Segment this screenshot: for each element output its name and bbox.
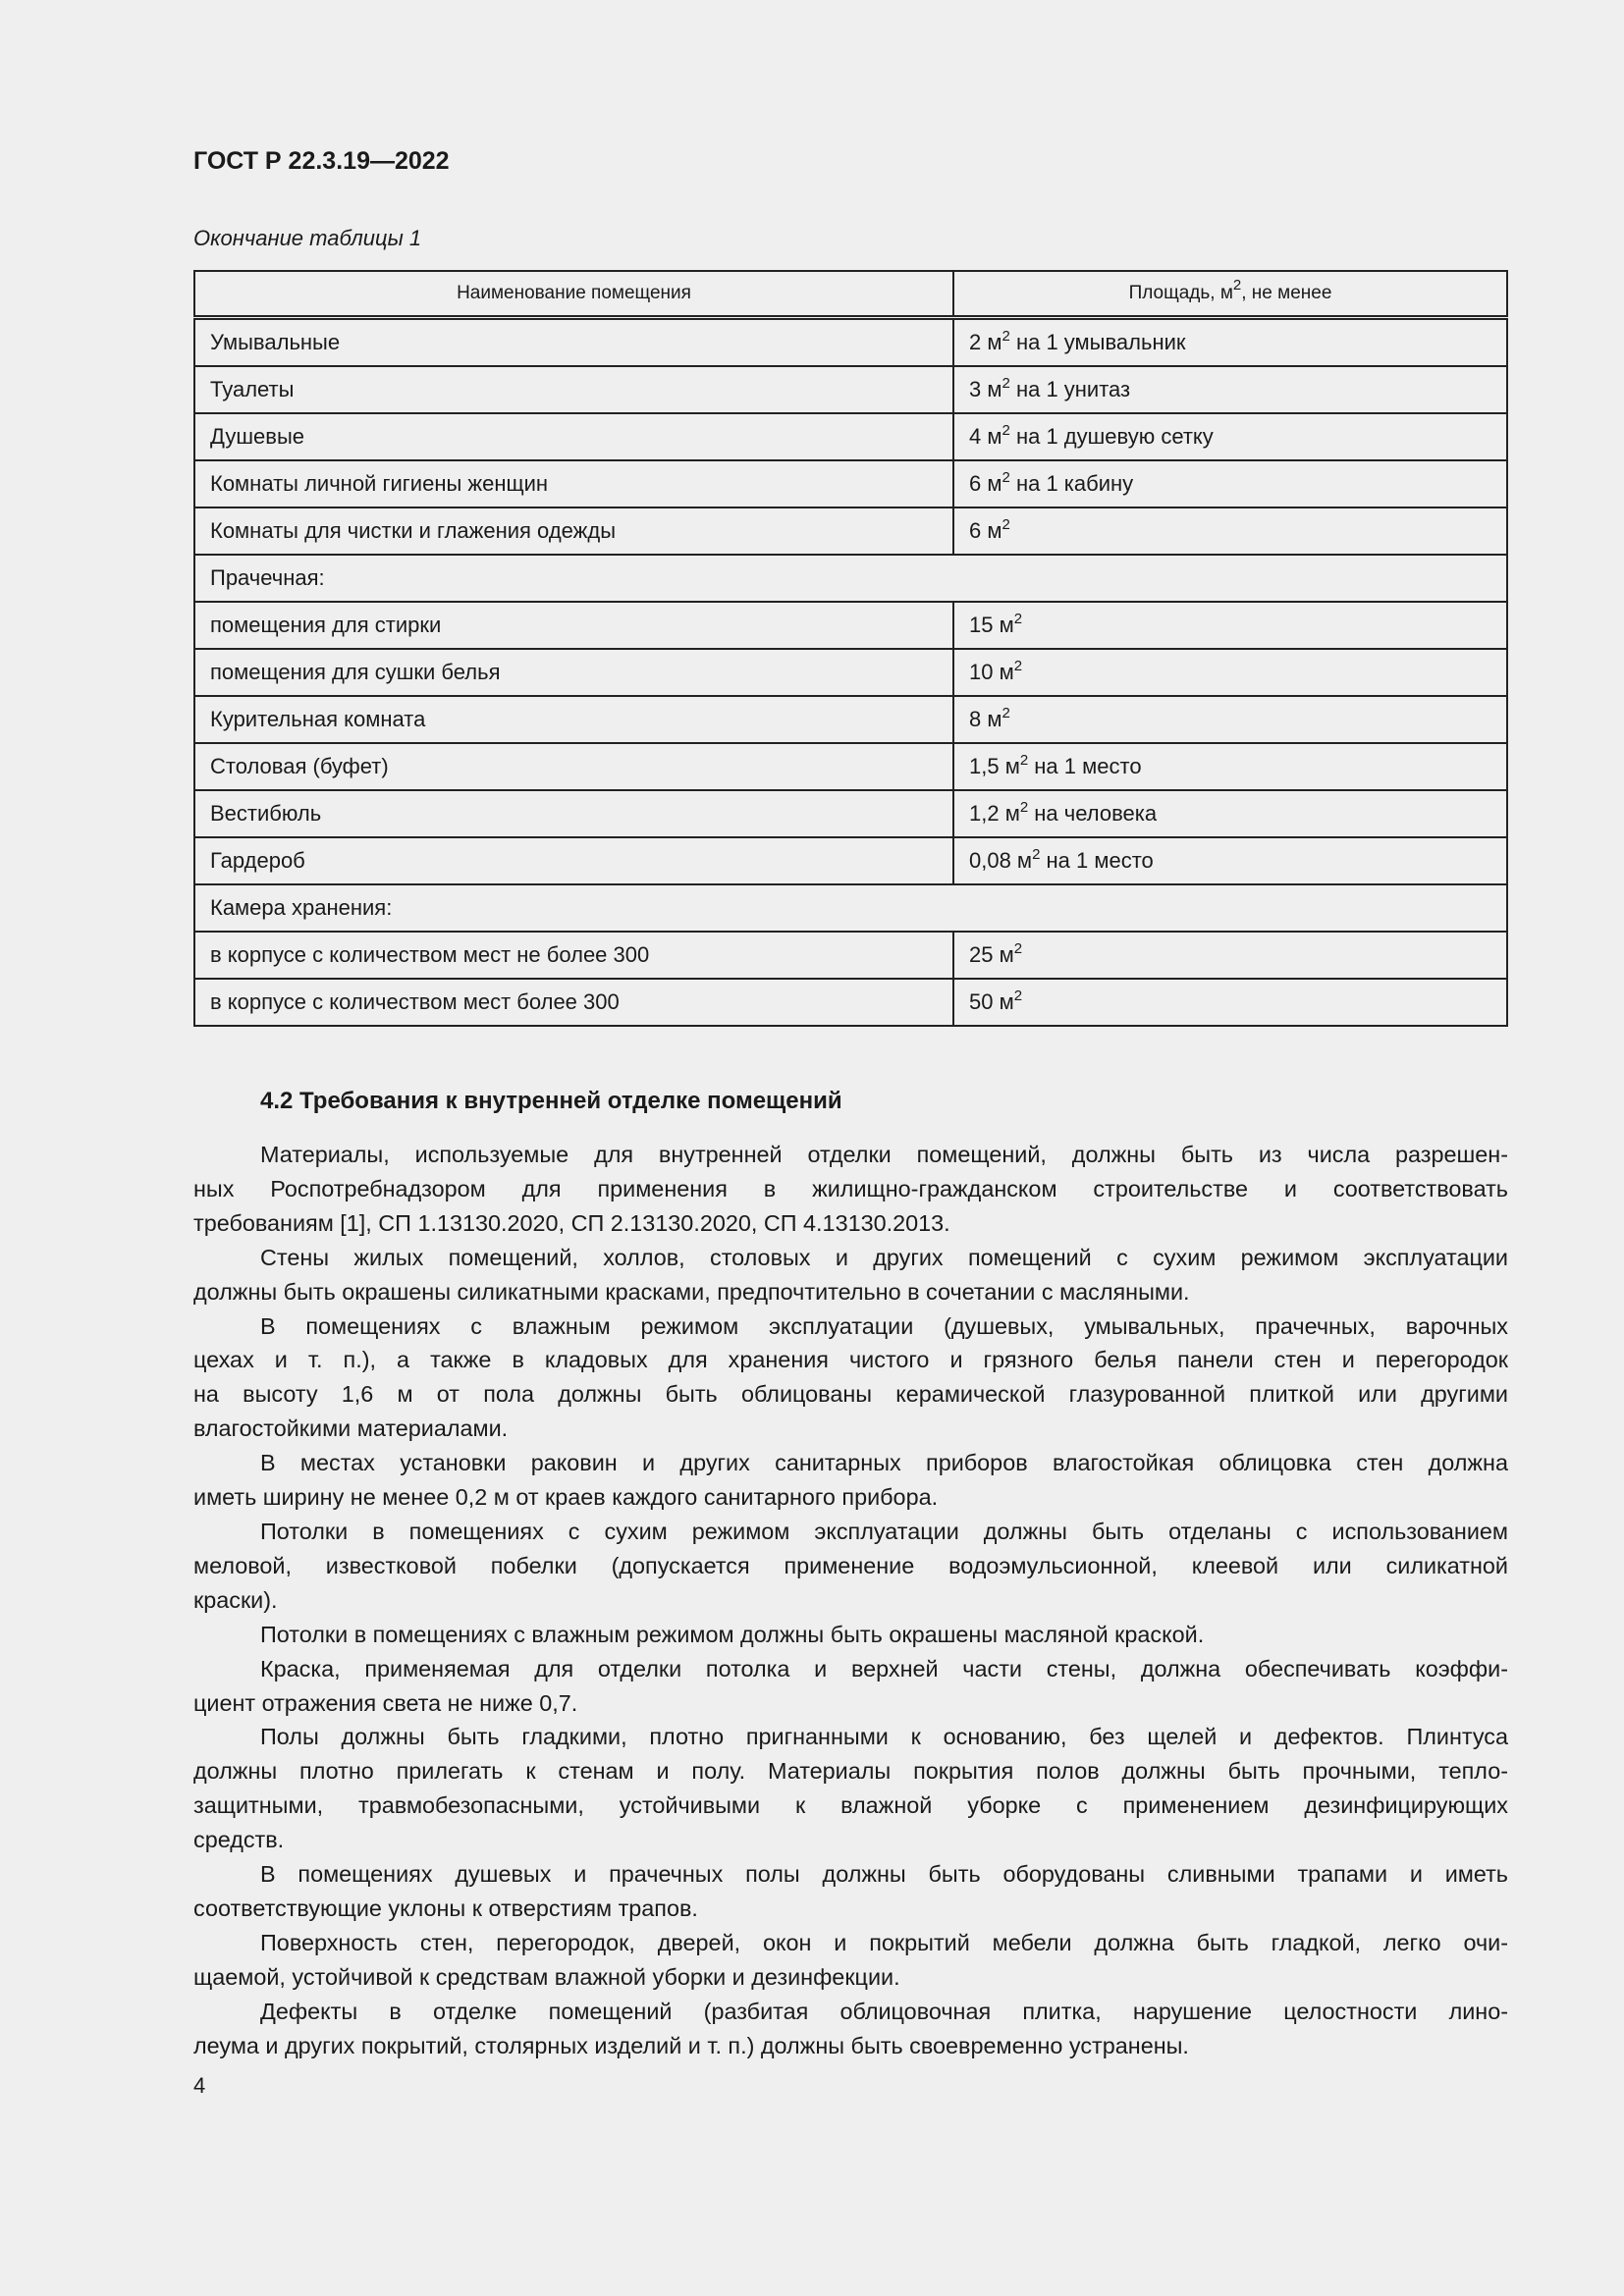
area-value-cell: 50 $м^2$	[953, 979, 1507, 1026]
superscript: 2	[1001, 375, 1010, 392]
text-line: циент отражения света не ниже 0,7.	[193, 1689, 578, 1716]
paragraph	[193, 1618, 1508, 1652]
superscript: 2	[1001, 469, 1010, 486]
text-line: Потолки в помещениях с сухим режимом эксплуатации должны быть отделаны с использованием	[260, 1518, 1508, 1544]
paragraph	[193, 1720, 1508, 1857]
table-body	[194, 318, 1507, 1027]
section-heading: 4.2 Требования к внутренней отделке помещений	[260, 1088, 842, 1114]
area-table	[193, 270, 1508, 1027]
table-row	[194, 460, 1507, 507]
column-header-room: Наименование помещения	[194, 271, 953, 318]
text-line: соответствующие уклоны к отверстиям трапов.	[193, 1895, 698, 1921]
text-line: защитными, травмобезопасными, устойчивыми к влажной уборке с применением дезинфицирующих	[193, 1792, 1508, 1819]
text-line: Поверхность стен, перегородок, дверей, окон и покрытий мебели должна быть гладкой, легко очи-	[260, 1929, 1508, 1955]
table-row	[194, 837, 1507, 884]
table-row	[194, 318, 1507, 367]
superscript: 2	[1013, 658, 1023, 674]
table-row	[194, 884, 1507, 932]
table-row	[194, 932, 1507, 979]
text-line: щаемой, устойчивой к средствам влажной уборки и дезинфекции.	[193, 1963, 900, 1990]
text-line: Стены жилых помещений, холлов, столовых и других помещений с сухим режимом эксплуатации	[260, 1244, 1508, 1270]
text-line: Дефекты в отделке помещений (разбитая облицовочная плитка, нарушение целостности лино-	[260, 1998, 1508, 2024]
section-body	[193, 1138, 1508, 2062]
text-line: на высоту 1,6 м от пола должны быть облицованы керамической глазурованной плиткой или другими	[193, 1381, 1508, 1408]
area-value-cell: 15 $м^2$	[953, 602, 1507, 649]
superscript: 2	[1019, 799, 1029, 816]
room-name-cell: Столовая (буфет)	[194, 743, 953, 790]
text-line: меловой, известковой побелки (допускается применение водоэмульсионной, клеевой или силикатной	[193, 1552, 1508, 1578]
superscript: 2	[1232, 277, 1242, 294]
superscript: 2	[1001, 705, 1010, 721]
text-line: иметь ширину не менее 0,2 м от краев каждого санитарного прибора.	[193, 1484, 939, 1511]
text-line: ных Роспотребнадзором для применения в жилищно-гражданском строительстве и соответствовать	[193, 1175, 1508, 1201]
area-value-cell: 25 $м^2$	[953, 932, 1507, 979]
text-line: Материалы, используемые для внутренней отделки помещений, должны быть из числа разрешен-	[260, 1142, 1508, 1167]
superscript: 2	[1013, 611, 1023, 627]
text-line: Потолки в помещениях с влажным режимом должны быть окрашены масляной краской.	[260, 1621, 1205, 1647]
table-row	[194, 507, 1507, 555]
paragraph	[193, 1515, 1508, 1618]
superscript: 2	[1013, 988, 1023, 1004]
area-value-cell: 8 $м^2$	[953, 696, 1507, 743]
table-row	[194, 555, 1507, 602]
paragraph	[193, 1309, 1508, 1447]
paragraph	[193, 1995, 1508, 2063]
superscript: 2	[1032, 846, 1041, 863]
room-name-cell: Туалеты	[194, 366, 953, 413]
room-name-cell: Гардероб	[194, 837, 953, 884]
page-number: 4	[193, 2073, 206, 2098]
text-line: должны быть окрашены силикатными красками, предпочтительно в сочетании с масляными.	[193, 1278, 1190, 1305]
room-name-cell: в корпусе с количеством мест не более 300	[194, 932, 953, 979]
text-line: влагостойкими материалами.	[193, 1415, 509, 1442]
room-name-cell: Умывальные	[194, 318, 953, 367]
table-row	[194, 790, 1507, 837]
area-value-cell: 3 $м^2$ на 1 унитаз	[953, 366, 1507, 413]
room-name-cell: в корпусе с количеством мест более 300	[194, 979, 953, 1026]
area-value-cell: 10 $м^2$	[953, 649, 1507, 696]
room-name-cell: Вестибюль	[194, 790, 953, 837]
area-value-cell: 4 $м^2$ на 1 душевую сетку	[953, 413, 1507, 460]
room-name-cell: Комнаты для чистки и глажения одежды	[194, 507, 953, 555]
paragraph	[193, 1138, 1508, 1241]
text-line: Полы должны быть гладкими, плотно пригнанными к основанию, без щелей и дефектов. Плинтуса	[260, 1724, 1508, 1750]
group-header-cell: Прачечная:	[194, 555, 1507, 602]
area-value-cell: 1,2 $м^2$ на человека	[953, 790, 1507, 837]
room-name-cell: помещения для сушки белья	[194, 649, 953, 696]
superscript: 2	[1001, 516, 1010, 533]
area-value-cell: 6 $м^2$	[953, 507, 1507, 555]
table-caption: Окончание таблицы 1	[193, 226, 422, 250]
table-row	[194, 602, 1507, 649]
text-line: Краска, применяемая для отделки потолка и верхней части стены, должна обеспечивать коэффи-	[260, 1655, 1508, 1682]
superscript: 2	[1001, 328, 1010, 345]
superscript: 2	[1019, 752, 1029, 769]
area-value-cell: 2 $м^2$ на 1 умывальник	[953, 318, 1507, 367]
paragraph	[193, 1241, 1508, 1309]
table-row	[194, 743, 1507, 790]
group-header-cell: Камера хранения:	[194, 884, 1507, 932]
room-name-cell: Душевые	[194, 413, 953, 460]
column-header-area: Площадь, $м^2$, не менее	[953, 271, 1507, 318]
text-line: В помещениях душевых и прачечных полы должны быть оборудованы сливными трапами и иметь	[260, 1861, 1508, 1888]
area-value-cell: 0,08 $м^2$ на 1 место	[953, 837, 1507, 884]
text-line: средств.	[193, 1827, 285, 1853]
text-line: леума и других покрытий, столярных изделий и т. п.) должны быть своевременно устранены.	[193, 2032, 1189, 2058]
text-line: краски).	[193, 1586, 278, 1613]
table-row	[194, 649, 1507, 696]
area-value-cell: 1,5 $м^2$ на 1 место	[953, 743, 1507, 790]
paragraph	[193, 1926, 1508, 1995]
document-header: ГОСТ Р 22.3.19—2022	[193, 147, 450, 175]
table-row	[194, 366, 1507, 413]
table-row	[194, 413, 1507, 460]
paragraph	[193, 1857, 1508, 1926]
text-line: должны плотно прилегать к стенам и полу. Материалы покрытия полов должны быть прочными, тепло-	[193, 1758, 1508, 1785]
table-row	[194, 979, 1507, 1026]
paragraph	[193, 1652, 1508, 1721]
room-name-cell: Курительная комната	[194, 696, 953, 743]
text-line: требованиям [1], СП 1.13130.2020, СП 2.13130.2020, СП 4.13130.2013.	[193, 1209, 950, 1236]
room-name-cell: помещения для стирки	[194, 602, 953, 649]
superscript: 2	[1013, 940, 1023, 957]
paragraph	[193, 1446, 1508, 1515]
table-row	[194, 696, 1507, 743]
table-header-row	[194, 271, 1507, 318]
room-name-cell: Комнаты личной гигиены женщин	[194, 460, 953, 507]
text-line: цехах и т. п.), а также в кладовых для хранения чистого и грязного белья панели стен и перегородок	[193, 1347, 1508, 1373]
area-value-cell: 6 $м^2$ на 1 кабину	[953, 460, 1507, 507]
text-line: В местах установки раковин и других санитарных приборов влагостойкая облицовка стен должна	[260, 1450, 1508, 1476]
text-line: В помещениях с влажным режимом эксплуатации (душевых, умывальных, прачечных, варочных	[260, 1312, 1508, 1339]
superscript: 2	[1001, 422, 1010, 439]
